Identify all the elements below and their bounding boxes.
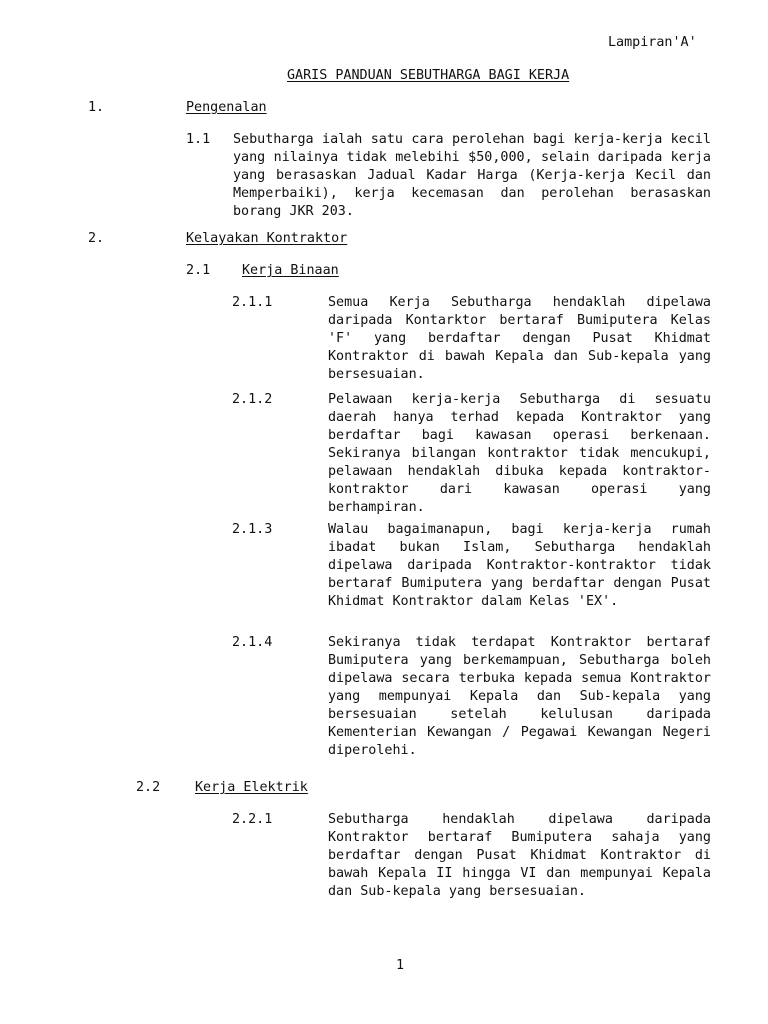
page-number: 1 [396, 958, 405, 973]
item-number: 2.1.4 [232, 635, 273, 650]
item-paragraph: Semua Kerja Sebutharga hendaklah dipelawa daripada Kontarktor bertaraf Bumiputera Kelas 'F' yang berdaftar dengan Pusat Khidmat Kontraktor di bawah Kepala dan Sub-kepala yang bersesuaian. [328, 295, 711, 382]
item-paragraph: Walau bagaimanapun, bagi kerja-kerja rumah ibadat bukan Islam, Sebutharga hendaklah dipelawa daripada Kontraktor-kontraktor tidak bertaraf Bumiputera yang berdaftar dengan Pusat Khidmat Kontraktor dalam Kelas 'EX'. [328, 522, 711, 609]
item-paragraph: Sebutharga ialah satu cara perolehan bagi kerja-kerja kecil yang nilainya tidak melebihi $50,000, selain daripada kerja yang berasaskan Jadual Kadar Harga (Kerja-kerja Kecil dan Memperbaiki), kerja kecemasan dan perolehan berasaskan borang JKR 203. [233, 132, 711, 219]
item-number: 2.1.1 [232, 295, 273, 310]
appendix-label: Lampiran'A' [608, 35, 697, 50]
subsection-heading: Kerja Elektrik [195, 780, 308, 795]
section-number: 1. [88, 100, 105, 115]
section-heading: Pengenalan [186, 100, 267, 115]
item-number: 2.1.2 [232, 392, 273, 407]
item-paragraph: Sekiranya tidak terdapat Kontraktor bertaraf Bumiputera yang berkemampuan, Sebutharga boleh dipelawa secara terbuka kepada semua Kontraktor yang mempunyai Kepala dan Sub-kepala yang bersesuaian setelah kelulusan daripada Kementerian Kewangan / Pegawai Kewangan Negeri diperolehi. [328, 635, 711, 758]
item-paragraph: Sebutharga hendaklah dipelawa daripada Kontraktor bertaraf Bumiputera sahaja yang berdaftar dengan Pusat Khidmat Kontraktor di bawah Kepala II hingga VI dan mempunyai Kepala dan Sub-kepala yang bersesuaian. [328, 812, 711, 899]
document-title: GARIS PANDUAN SEBUTHARGA BAGI KERJA [287, 68, 570, 83]
section-number: 2. [88, 231, 105, 246]
subsection-heading: Kerja Binaan [242, 263, 339, 278]
item-number: 2.1.3 [232, 522, 273, 537]
item-number: 2.2.1 [232, 812, 273, 827]
section-heading: Kelayakan Kontraktor [186, 231, 348, 246]
subsection-number: 2.1 [186, 263, 211, 278]
subsection-number: 2.2 [136, 780, 161, 795]
item-paragraph: Pelawaan kerja-kerja Sebutharga di sesuatu daerah hanya terhad kepada Kontraktor yang berdaftar bagi kawasan operasi berkenaan. Sekiranya bilangan kontraktor tidak mencukupi, pelawaan hendaklah dibuka kepada kontraktor-kontraktor dari kawasan operasi yang berhampiran. [328, 392, 711, 515]
item-number: 1.1 [186, 132, 211, 147]
